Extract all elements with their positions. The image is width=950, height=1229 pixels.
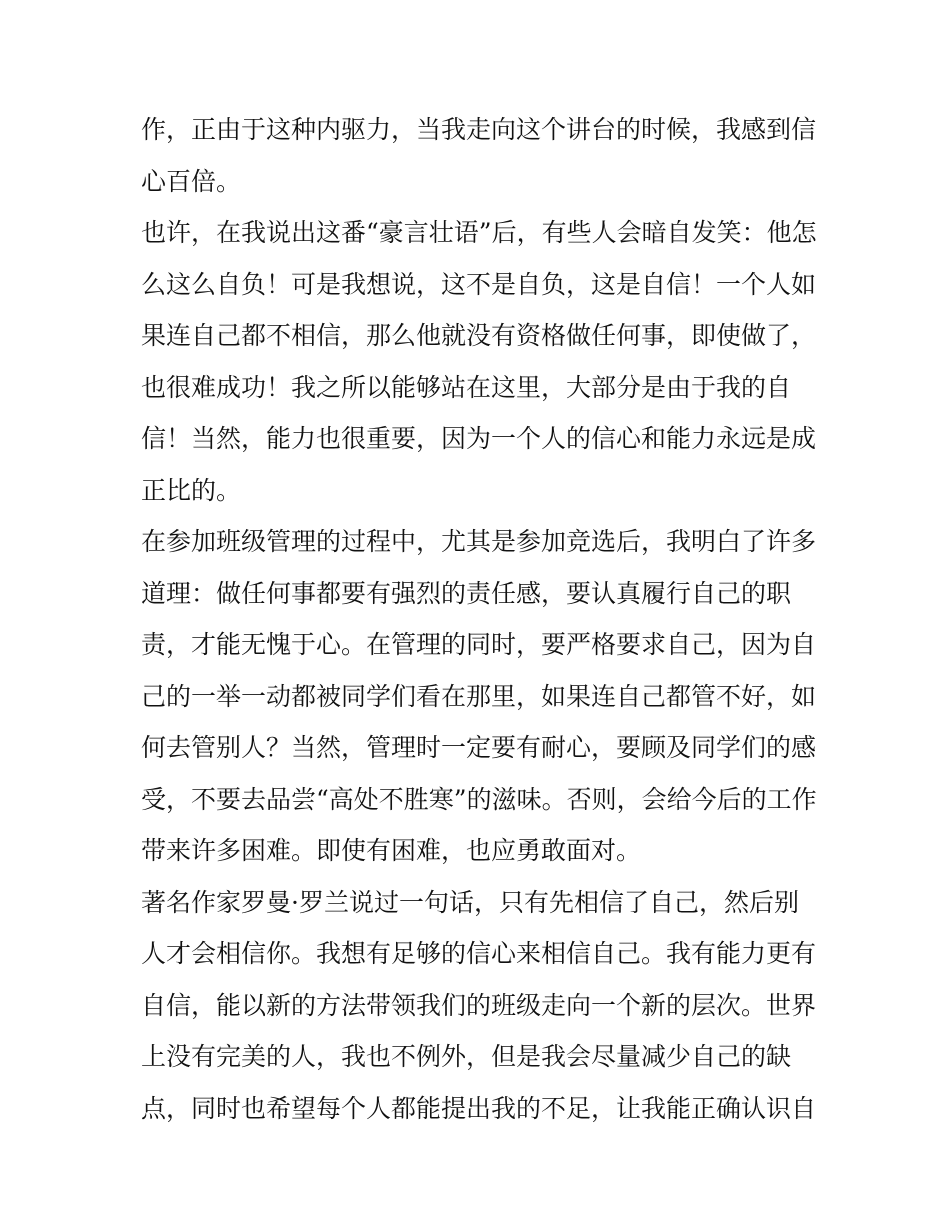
text-line: 点，同时也希望每个人都能提出我的不足，让我能正确认识自 [141, 1093, 817, 1123]
text-line: 何去管别人？当然，管理时一定要有耐心，要顾及同学们的感 [141, 733, 817, 762]
text-line: 作，正由于这种内驱力，当我走向这个讲台的时候，我感到信 [141, 115, 817, 144]
text-line: 上没有完美的人，我也不例外，但是我会尽量减少自己的缺 [141, 1042, 792, 1071]
text-line: 道理：做任何事都要有强烈的责任感，要认真履行自己的职 [141, 578, 792, 608]
speech-text-body [141, 104, 821, 1134]
text-line: 带来许多困难。即使有困难，也应勇敢面对。 [141, 836, 642, 865]
text-line: 信！当然，能力也很重要，因为一个人的信心和能力永远是成 [141, 424, 817, 453]
text-line: 己的一举一动都被同学们看在那里，如果连自己都管不好，如 [141, 681, 817, 711]
text-line: 责，才能无愧于心。在管理的同时，要严格要求自己，因为自 [141, 630, 817, 659]
text-line: 自信，能以新的方法带领我们的班级走向一个新的层次。世界 [141, 990, 817, 1020]
text-line: 正比的。 [141, 475, 242, 505]
text-line: 人才会相信你。我想有足够的信心来相信自己。我有能力更有 [141, 939, 817, 968]
text-line: 心百倍。 [141, 166, 242, 196]
text-line: 也很难成功！我之所以能够站在这里，大部分是由于我的自 [141, 372, 792, 402]
text-line: 果连自己都不相信，那么他就没有资格做任何事，即使做了， [141, 321, 817, 350]
text-line: 么这么自负！可是我想说，这不是自负，这是自信！一个人如 [141, 269, 817, 299]
text-line: 著名作家罗曼·罗兰说过一句话，只有先相信了自己，然后别 [141, 887, 799, 917]
text-line: 受，不要去品尝“高处不胜寒”的滋味。否则，会给今后的工作 [141, 784, 817, 814]
text-line: 在参加班级管理的过程中，尤其是参加竞选后，我明白了许多 [141, 527, 817, 556]
text-line: 也许，在我说出这番“豪言壮语”后，有些人会暗自发笑：他怎 [141, 218, 817, 247]
